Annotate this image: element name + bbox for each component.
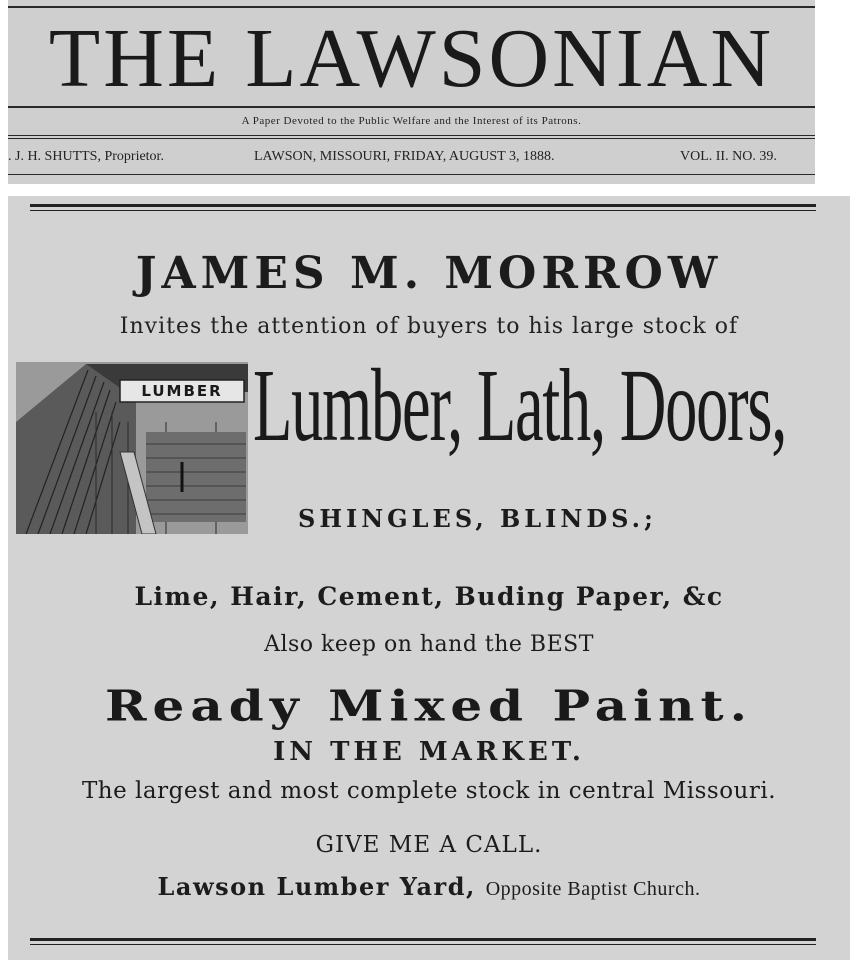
ad-give-me-a-call: GIVE ME A CALL. (315, 832, 543, 858)
proprietor-line: . J. H. SHUTTS, Proprietor. (8, 149, 164, 164)
ad-ready-mixed-paint: Ready Mixed Paint. (104, 680, 753, 731)
ad-top-rule-thin (30, 210, 816, 211)
masthead-bottom-rule (8, 174, 815, 175)
ad-invitation: Invites the attention of buyers to his large stock of (119, 314, 739, 339)
volume-number: VOL. II. NO. 39. (680, 149, 777, 164)
ad-also-keep: Also keep on hand the BEST (264, 632, 594, 657)
dateline: LAWSON, MISSOURI, FRIDAY, AUGUST 3, 1888. (254, 149, 555, 164)
newspaper-title: THE LAWSONIAN (48, 12, 775, 105)
newspaper-masthead (8, 0, 815, 184)
ad-largest-stock: The largest and most complete stock in central Missouri. (81, 778, 777, 804)
ad-in-the-market: IN THE MARKET. (273, 737, 585, 767)
lumber-advertisement (8, 196, 850, 960)
newspaper-tagline: A Paper Devoted to the Public Welfare and the Interest of its Patrons. (241, 115, 582, 127)
ad-yard-name: Lawson Lumber Yard, (157, 872, 476, 901)
ad-yard-location: Opposite Baptist Church. (485, 878, 701, 900)
ad-bottom-rule-thin (30, 944, 816, 945)
ad-top-rule (30, 204, 816, 207)
ad-lumber-lath-doors: Lumber, Lath, Doors, (253, 348, 787, 463)
ad-merchant-name: JAMES M. MORROW (135, 248, 723, 299)
masthead-rule-3 (8, 138, 815, 139)
lumber-sign-text: LUMBER (141, 382, 223, 400)
ad-building-supplies: Lime, Hair, Cement, Buding Paper, &c (134, 582, 724, 611)
masthead-rule-1 (8, 106, 815, 108)
masthead-rule-2 (8, 135, 815, 136)
ad-bottom-rule (30, 938, 816, 941)
ad-shingles-blinds: SHINGLES, BLINDS.; (298, 504, 657, 533)
ad-lumber-yard-address (8, 872, 850, 901)
masthead-top-rule (8, 6, 815, 8)
